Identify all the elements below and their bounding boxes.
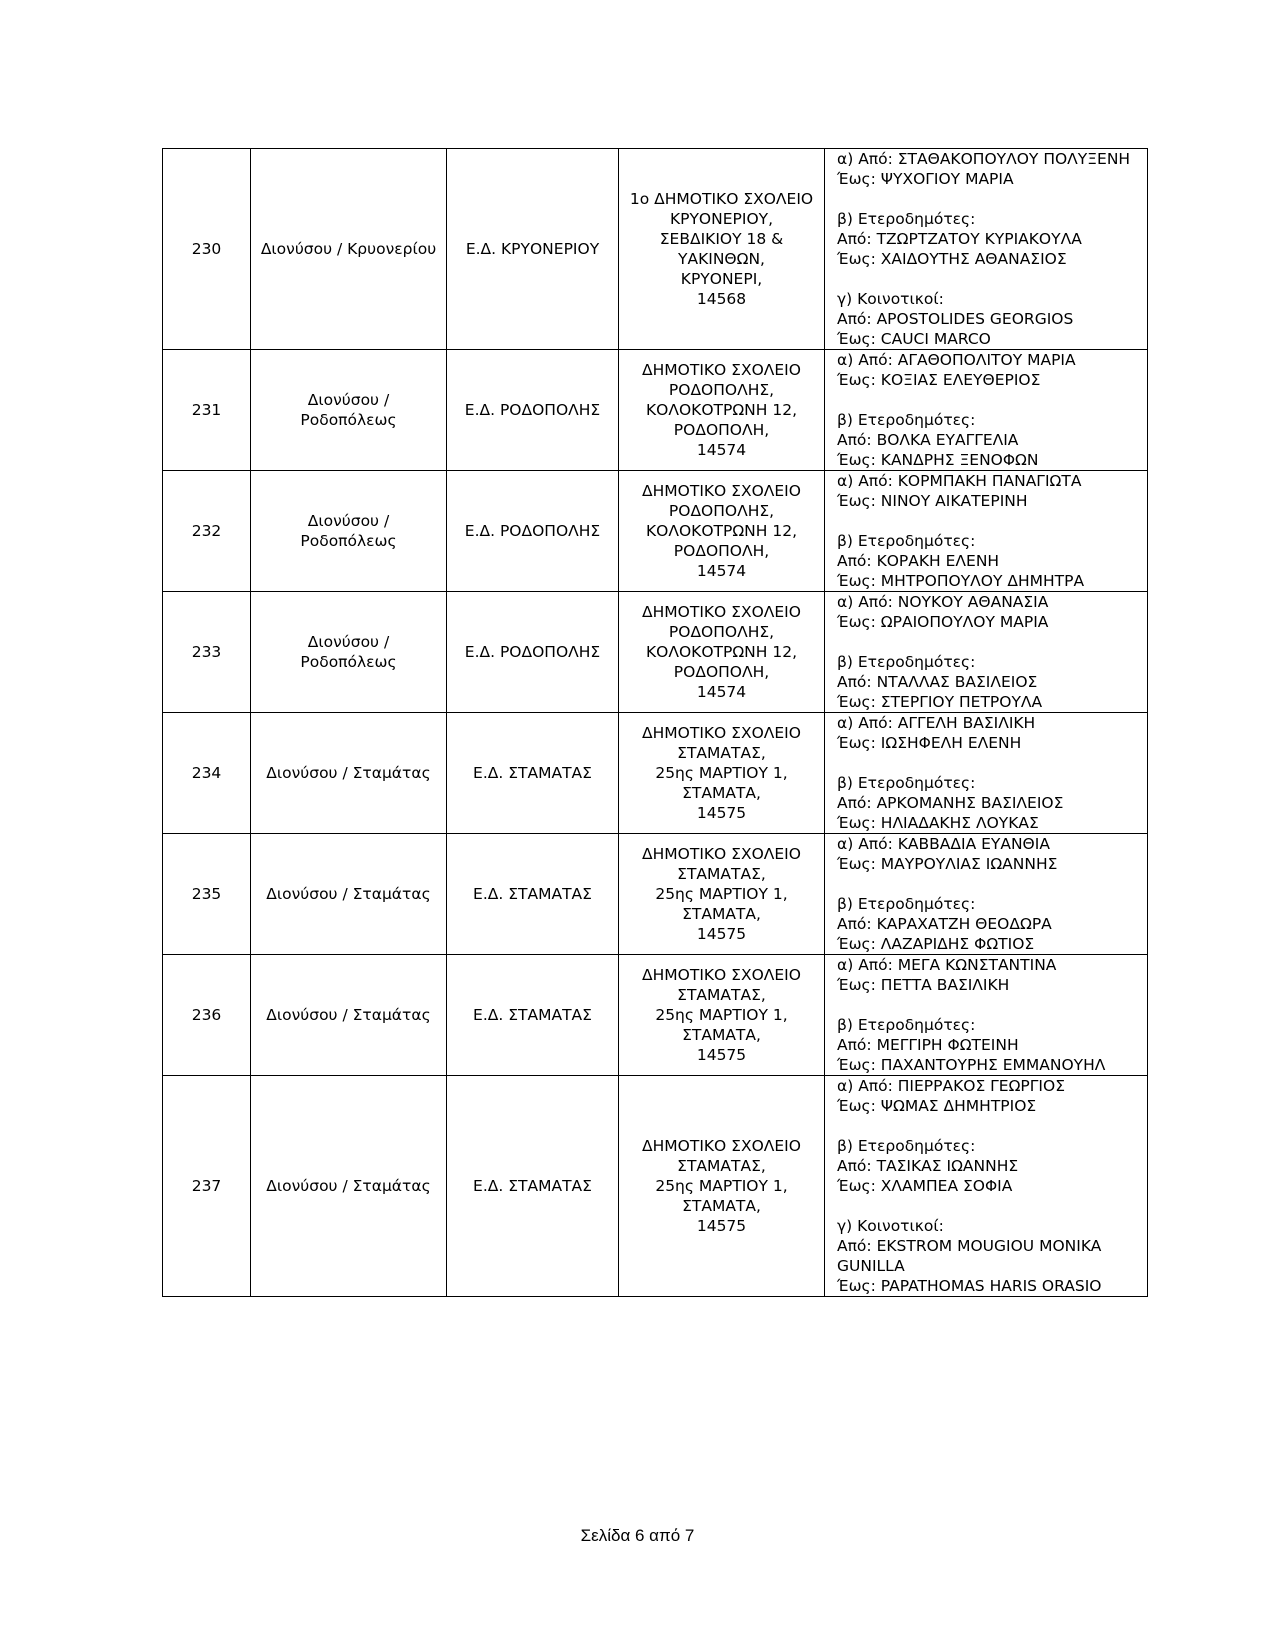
station-location: ΔΗΜΟΤΙΚΟ ΣΧΟΛΕΙΟ ΣΤΑΜΑΤΑΣ, 25ης ΜΑΡΤΙΟΥ 1, ΣΤΑΜΑΤΑ, 14575 [619, 1076, 825, 1297]
table-row [163, 350, 1148, 471]
electoral-district: Ε.Δ. ΣΤΑΜΑΤΑΣ [447, 834, 619, 955]
station-location: ΔΗΜΟΤΙΚΟ ΣΧΟΛΕΙΟ ΡΟΔΟΠΟΛΗΣ, ΚΟΛΟΚΟΤΡΩΝΗ 12, ΡΟΔΟΠΟΛΗ, 14574 [619, 350, 825, 471]
electoral-district: Ε.Δ. ΣΤΑΜΑΤΑΣ [447, 713, 619, 834]
station-number: 235 [163, 834, 251, 955]
electoral-district: Ε.Δ. ΡΟΔΟΠΟΛΗΣ [447, 350, 619, 471]
table-row [163, 955, 1148, 1076]
table-row [163, 149, 1148, 350]
voter-range: α) Από: ΚΟΡΜΠΑΚΗ ΠΑΝΑΓΙΩΤΑ Έως: ΝΙΝΟΥ ΑΙΚΑΤΕΡΙΝΗ β) Ετεροδημότες: Από: ΚΟΡΑΚΗ ΕΛΕΝΗ Έως: ΜΗΤΡΟΠΟΥΛΟΥ ΔΗΜΗΤΡΑ [825, 471, 1148, 592]
page-number: Σελίδα 6 από 7 [580, 1526, 695, 1545]
voter-range: α) Από: ΚΑΒΒΑΔΙΑ ΕΥΑΝΘΙΑ Έως: ΜΑΥΡΟΥΛΙΑΣ ΙΩΑΝΝΗΣ β) Ετεροδημότες: Από: ΚΑΡΑΧΑΤΖΗ ΘΕΟΔΩΡΑ Έως: ΛΑΖΑΡΙΔΗΣ ΦΩΤΙΟΣ [825, 834, 1148, 955]
table-row [163, 471, 1148, 592]
electoral-district: Ε.Δ. ΣΤΑΜΑΤΑΣ [447, 1076, 619, 1297]
voter-range: α) Από: ΝΟΥΚΟΥ ΑΘΑΝΑΣΙΑ Έως: ΩΡΑΙΟΠΟΥΛΟΥ ΜΑΡΙΑ β) Ετεροδημότες: Από: ΝΤΑΛΛΑΣ ΒΑΣΙΛΕΙΟΣ Έως: ΣΤΕΡΓΙΟΥ ΠΕΤΡΟΥΛΑ [825, 592, 1148, 713]
voter-range: α) Από: ΜΕΓΑ ΚΩΝΣΤΑΝΤΙΝΑ Έως: ΠΕΤΤΑ ΒΑΣΙΛΙΚΗ β) Ετεροδημότες: Από: ΜΕΓΓΙΡΗ ΦΩΤΕΙΝΗ Έως: ΠΑΧΑΝΤΟΥΡΗΣ ΕΜΜΑΝΟΥΗΛ [825, 955, 1148, 1076]
station-location: ΔΗΜΟΤΙΚΟ ΣΧΟΛΕΙΟ ΣΤΑΜΑΤΑΣ, 25ης ΜΑΡΤΙΟΥ 1, ΣΤΑΜΑΤΑ, 14575 [619, 955, 825, 1076]
voter-range: α) Από: ΠΙΕΡΡΑΚΟΣ ΓΕΩΡΓΙΟΣ Έως: ΨΩΜΑΣ ΔΗΜΗΤΡΙΟΣ β) Ετεροδημότες: Από: ΤΑΣΙΚΑΣ ΙΩΑΝΝΗΣ Έως: ΧΛΑΜΠΕΑ ΣΟΦΙΑ γ) Κοινοτικοί: Από: EKSTROM MOUGIOU MONIKA GUNILLA Έως: PAPATHOMAS HARIS ORASIO [825, 1076, 1148, 1297]
table-row [163, 592, 1148, 713]
municipality-name: Διονύσου / Ροδοπόλεως [251, 350, 447, 471]
voter-range: α) Από: ΣΤΑΘΑΚΟΠΟΥΛΟΥ ΠΟΛΥΞΕΝΗ Έως: ΨΥΧΟΓΙΟΥ ΜΑΡΙΑ β) Ετεροδημότες: Από: ΤΖΩΡΤΖΑΤΟΥ ΚΥΡΙΑΚΟΥΛΑ Έως: ΧΑΙΔΟΥΤΗΣ ΑΘΑΝΑΣΙΟΣ γ) Κοινοτικοί: Από: APOSTOLIDES GEORGIOS Έως: CAUCI MARCO [825, 149, 1148, 350]
station-location: 1ο ΔΗΜΟΤΙΚΟ ΣΧΟΛΕΙΟ ΚΡΥΟΝΕΡΙΟΥ, ΣΕΒΔΙΚΙΟΥ 18 & ΥΑΚΙΝΘΩΝ, ΚΡΥΟΝΕΡΙ, 14568 [619, 149, 825, 350]
station-location: ΔΗΜΟΤΙΚΟ ΣΧΟΛΕΙΟ ΡΟΔΟΠΟΛΗΣ, ΚΟΛΟΚΟΤΡΩΝΗ 12, ΡΟΔΟΠΟΛΗ, 14574 [619, 471, 825, 592]
electoral-district: Ε.Δ. ΡΟΔΟΠΟΛΗΣ [447, 592, 619, 713]
electoral-district: Ε.Δ. ΚΡΥΟΝΕΡΙΟΥ [447, 149, 619, 350]
municipality-name: Διονύσου / Σταμάτας [251, 955, 447, 1076]
station-number: 234 [163, 713, 251, 834]
table-row [163, 834, 1148, 955]
municipality-name: Διονύσου / Ροδοπόλεως [251, 471, 447, 592]
station-number: 230 [163, 149, 251, 350]
station-number: 236 [163, 955, 251, 1076]
electoral-district: Ε.Δ. ΡΟΔΟΠΟΛΗΣ [447, 471, 619, 592]
station-number: 233 [163, 592, 251, 713]
station-location: ΔΗΜΟΤΙΚΟ ΣΧΟΛΕΙΟ ΡΟΔΟΠΟΛΗΣ, ΚΟΛΟΚΟΤΡΩΝΗ 12, ΡΟΔΟΠΟΛΗ, 14574 [619, 592, 825, 713]
station-number: 237 [163, 1076, 251, 1297]
voter-range: α) Από: ΑΓΑΘΟΠΟΛΙΤΟΥ ΜΑΡΙΑ Έως: ΚΟΞΙΑΣ ΕΛΕΥΘΕΡΙΟΣ β) Ετεροδημότες: Από: ΒΟΛΚΑ ΕΥΑΓΓΕΛΙΑ Έως: ΚΑΝΔΡΗΣ ΞΕΝΟΦΩΝ [825, 350, 1148, 471]
station-location: ΔΗΜΟΤΙΚΟ ΣΧΟΛΕΙΟ ΣΤΑΜΑΤΑΣ, 25ης ΜΑΡΤΙΟΥ 1, ΣΤΑΜΑΤΑ, 14575 [619, 834, 825, 955]
electoral-district: Ε.Δ. ΣΤΑΜΑΤΑΣ [447, 955, 619, 1076]
table-row [163, 713, 1148, 834]
municipality-name: Διονύσου / Σταμάτας [251, 1076, 447, 1297]
municipality-name: Διονύσου / Σταμάτας [251, 713, 447, 834]
station-number: 231 [163, 350, 251, 471]
table-row [163, 1076, 1148, 1297]
voter-range: α) Από: ΑΓΓΕΛΗ ΒΑΣΙΛΙΚΗ Έως: ΙΩΣΗΦΕΛΗ ΕΛΕΝΗ β) Ετεροδημότες: Από: ΑΡΚΟΜΑΝΗΣ ΒΑΣΙΛΕΙΟΣ Έως: ΗΛΙΑΔΑΚΗΣ ΛΟΥΚΑΣ [825, 713, 1148, 834]
municipality-name: Διονύσου / Σταμάτας [251, 834, 447, 955]
municipality-name: Διονύσου / Κρυονερίου [251, 149, 447, 350]
polling-stations-table [162, 148, 1148, 1297]
station-location: ΔΗΜΟΤΙΚΟ ΣΧΟΛΕΙΟ ΣΤΑΜΑΤΑΣ, 25ης ΜΑΡΤΙΟΥ 1, ΣΤΑΜΑΤΑ, 14575 [619, 713, 825, 834]
municipality-name: Διονύσου / Ροδοπόλεως [251, 592, 447, 713]
station-number: 232 [163, 471, 251, 592]
